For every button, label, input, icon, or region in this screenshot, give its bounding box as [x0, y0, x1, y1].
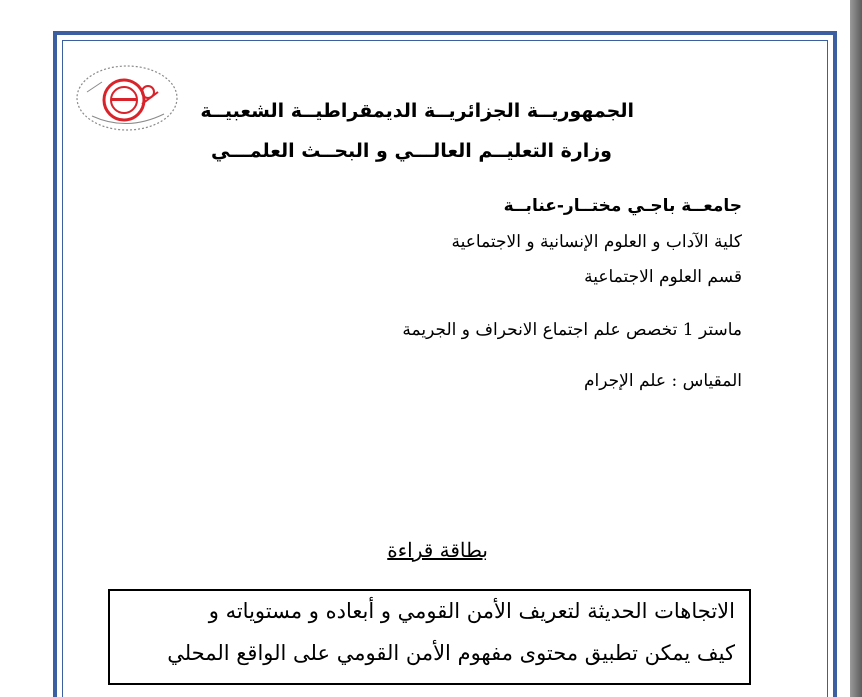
course-label: المقياس : علم الإجرام: [584, 371, 742, 391]
card-title: بطاقة قراءة: [387, 538, 488, 562]
ministry-heading: وزارة التعليــم العالـــي و البحــث العلمـــي: [211, 140, 612, 162]
topic-line-2: كيف يمكن تطبيق محتوى مفهوم الأمن القومي على الواقع المحلي: [167, 641, 735, 665]
faculty-name: كلية الآداب و العلوم الإنسانية و الاجتماعية: [451, 232, 742, 252]
university-name: جامعــة باجـي مختــار-عنابــة: [503, 196, 742, 216]
topic-line-1: الاتجاهات الحديثة لتعريف الأمن القومي و أبعاده و مستوياته و: [208, 599, 735, 623]
topic-box: [108, 589, 751, 685]
page-shadow: [850, 0, 862, 697]
program-label: ماستر 1 تخصص علم اجتماع الانحراف و الجريمة: [402, 320, 742, 340]
department-name: قسم العلوم الاجتماعية: [584, 267, 742, 287]
republic-heading: الجمهوريــة الجزائريــة الديمقراطيــة الشعبيــة: [200, 100, 634, 122]
university-logo-icon: [72, 62, 182, 134]
